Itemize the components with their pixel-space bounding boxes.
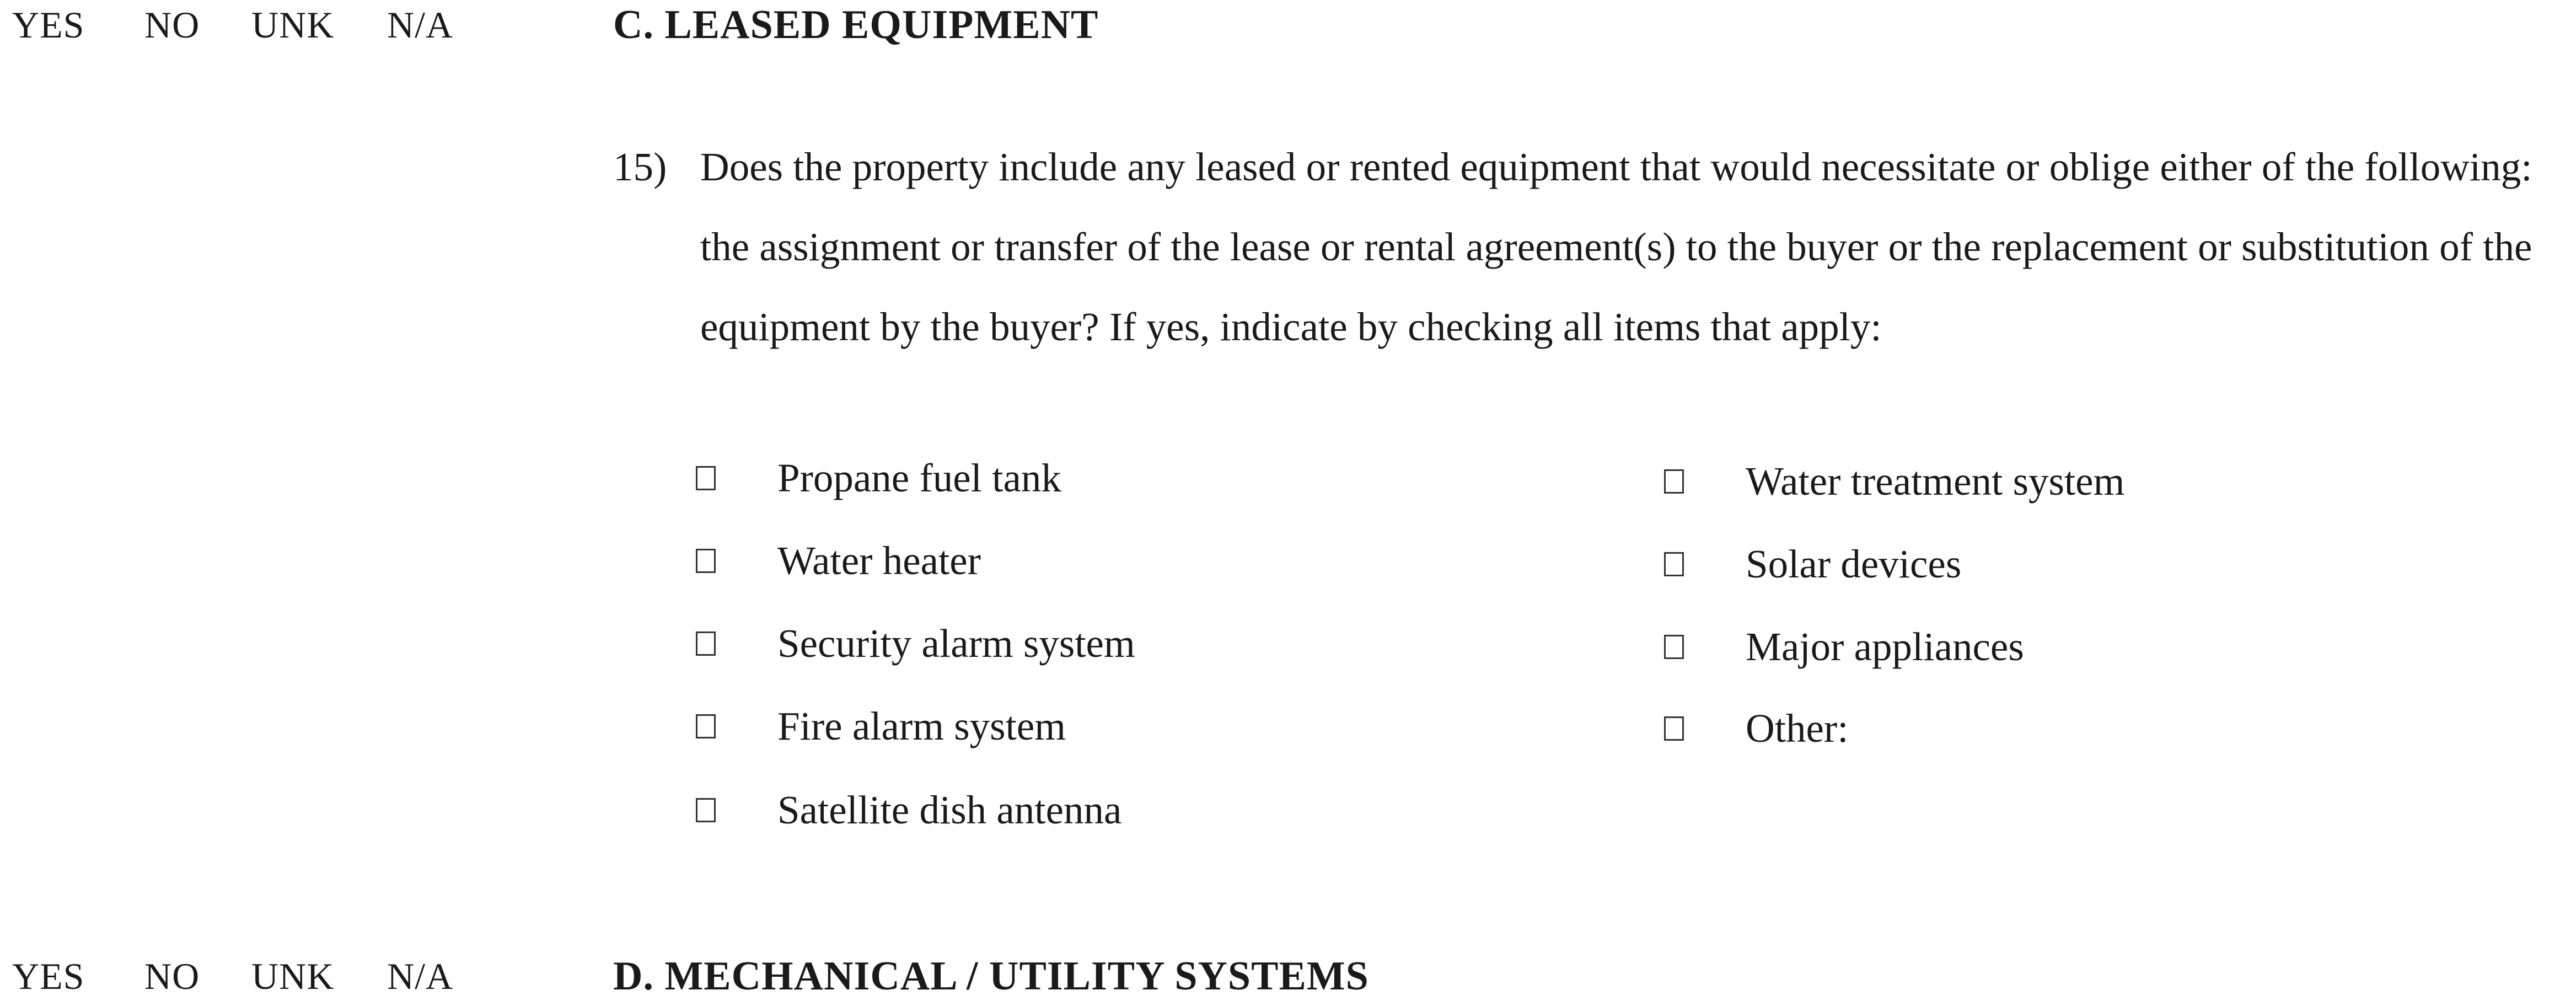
checkbox[interactable] [1664,552,1684,576]
option-other[interactable] [1664,704,1849,753]
column-header-unk: UNK [251,4,335,46]
column-header-yes: YES [12,955,85,997]
option-solar-devices[interactable] [1664,539,1961,589]
checkbox[interactable] [1664,716,1684,741]
option-fire-alarm-system[interactable] [696,702,1066,751]
option-major-appliances[interactable] [1664,622,2024,672]
question-number: 15) [613,144,667,189]
option-label: Water treatment system [1746,459,2125,504]
checkbox[interactable] [1664,469,1684,494]
column-header-na: N/A [387,955,454,997]
checkbox[interactable] [1664,635,1684,659]
option-security-alarm-system[interactable] [696,619,1135,668]
option-label: Major appliances [1746,624,2024,669]
checkbox[interactable] [696,631,716,656]
checkbox[interactable] [696,549,716,573]
checkbox[interactable] [696,714,716,738]
section-c-title: C. LEASED EQUIPMENT [613,2,1099,47]
column-header-no: NO [144,955,200,997]
option-water-treatment-system[interactable] [1664,457,2124,506]
question-text: Does the property include any leased or rented equipment that would necessitate or oblige either of the following: the assignment or transfer of the lease or rental agreement(s) to the buyer or the replacement or substitution of the equipment by the buyer? If yes, indicate by checking all items that apply: [700,144,2532,349]
question-15 [613,127,2565,367]
column-header-na: N/A [387,4,454,46]
option-water-heater[interactable] [696,536,981,586]
option-satellite-dish-antenna[interactable] [696,785,1121,835]
option-label: Propane fuel tank [777,456,1061,500]
option-label: Solar devices [1746,542,1962,586]
option-label: Fire alarm system [777,704,1066,748]
checkbox[interactable] [696,798,716,822]
option-label: Water heater [777,538,981,583]
option-label: Other: [1746,706,1849,751]
checkbox[interactable] [696,466,716,490]
section-d-title: D. MECHANICAL / UTILITY SYSTEMS [613,954,1369,999]
column-header-unk: UNK [251,955,335,997]
option-propane-fuel-tank[interactable] [696,453,1061,503]
option-label: Satellite dish antenna [777,788,1122,832]
column-header-yes: YES [12,4,85,46]
option-label: Security alarm system [777,621,1135,666]
column-header-no: NO [144,4,200,46]
